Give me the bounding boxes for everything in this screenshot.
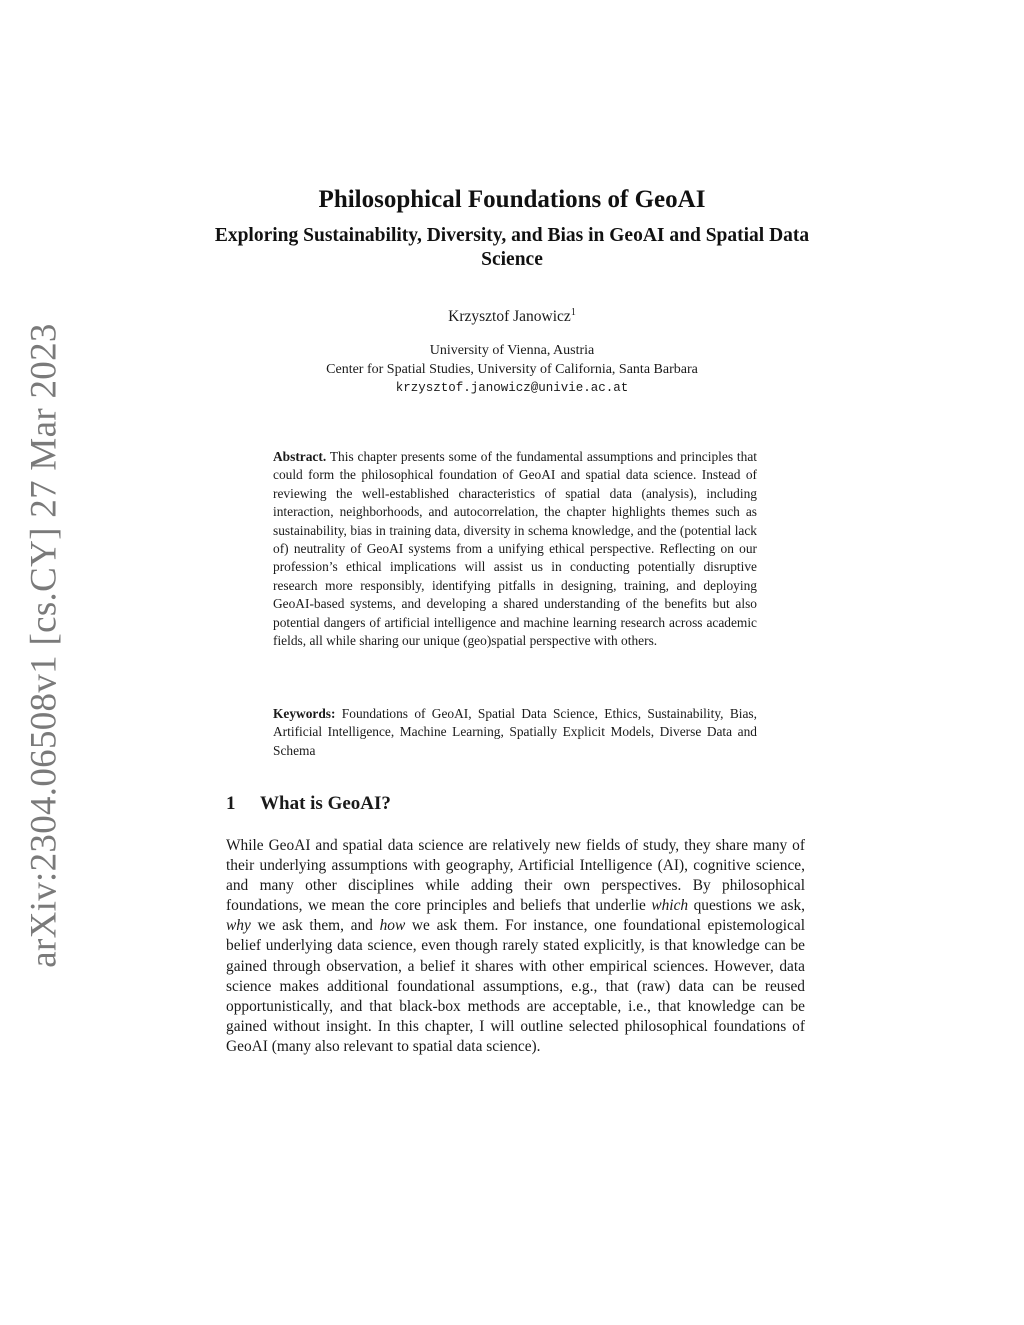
author-name: Krzysztof Janowicz	[448, 308, 571, 326]
emphasis-which: which	[651, 897, 689, 915]
author-line	[0, 307, 1024, 326]
body-text-3: we ask them, and	[250, 917, 380, 935]
author-email[interactable]: krzysztof.janowicz@univie.ac.at	[395, 381, 629, 395]
abstract-label: Abstract.	[273, 449, 327, 464]
paper-title: Philosophical Foundations of GeoAI	[318, 186, 706, 213]
abstract-text: This chapter presents some of the fundamental assumptions and principles that could form the philosophical foundation of GeoAI and spatial data science. Instead of reviewing the well-established characteristics of spatial data (analysis), including interaction, neighborhoods, and autocorrelation, the chapter highlights themes such as sustainability, bias in training data, diversity in schema knowledge, and the (potential lack of) neutrality of GeoAI systems from a unifying ethical perspective. Reflecting on our profession’s ethical implications will assist us in conducting potentially disruptive research more responsibly, identifying pitfalls in designing, training, and deploying GeoAI-based systems, and developing a shared understanding of the benefits but also potential dangers of artificial intelligence and machine learning research across academic fields, all while sharing our unique (geo)spatial perspective with others.	[273, 449, 757, 649]
emphasis-why: why	[226, 917, 251, 935]
body-text-1: While GeoAI and spatial data science are relatively new fields of study, they share many of their underlying assumptions with geography, Artificial Intelligence (AI), cognitive science, and many other disciplines while adding their own perspectives. By philosophical foundations, we mean the core principles and beliefs that underlie	[226, 837, 805, 915]
section-heading	[226, 793, 391, 815]
section-title: What is GeoAI?	[260, 793, 391, 814]
arxiv-identifier: arXiv:2304.06508v1 [cs.CY] 27 Mar 2023	[23, 322, 65, 968]
affiliation-ucsb: Center for Spatial Studies, University of California, Santa Barbara	[326, 362, 698, 377]
affiliation-vienna: University of Vienna, Austria	[429, 343, 595, 358]
body-text-4: we ask them. For instance, one foundational epistemological belief underlying data science, even though rarely stated explicitly, is that knowledge can be gained through observation, a belief it shares with other empirical sciences. However, data science makes additional foundational assumptions, e.g., that (raw) data can be reused opportunistically, and that black-box methods are acceptable, i.e., that knowledge can be gained without insight. In this chapter, I will outline selected philosophical foundations of GeoAI (many also relevant to spatial data science).	[226, 917, 805, 1055]
body-paragraph	[226, 836, 805, 1057]
keywords-text: Foundations of GeoAI, Spatial Data Science, Ethics, Sustainability, Bias, Artificial Intelligence, Machine Learning, Spatially Explicit Models, Diverse Data and Schema	[273, 706, 757, 758]
keywords-label: Keywords:	[273, 706, 336, 721]
arxiv-stamp	[22, 322, 66, 968]
emphasis-how: how	[379, 917, 406, 935]
body-text-2: questions we ask,	[688, 897, 806, 915]
abstract	[273, 448, 757, 650]
author-affiliation-mark: 1	[570, 307, 576, 318]
paper-subtitle: Exploring Sustainability, Diversity, and Bias in GeoAI and Spatial Data Science	[214, 225, 810, 270]
section-number: 1	[226, 793, 236, 814]
keywords	[273, 705, 757, 760]
